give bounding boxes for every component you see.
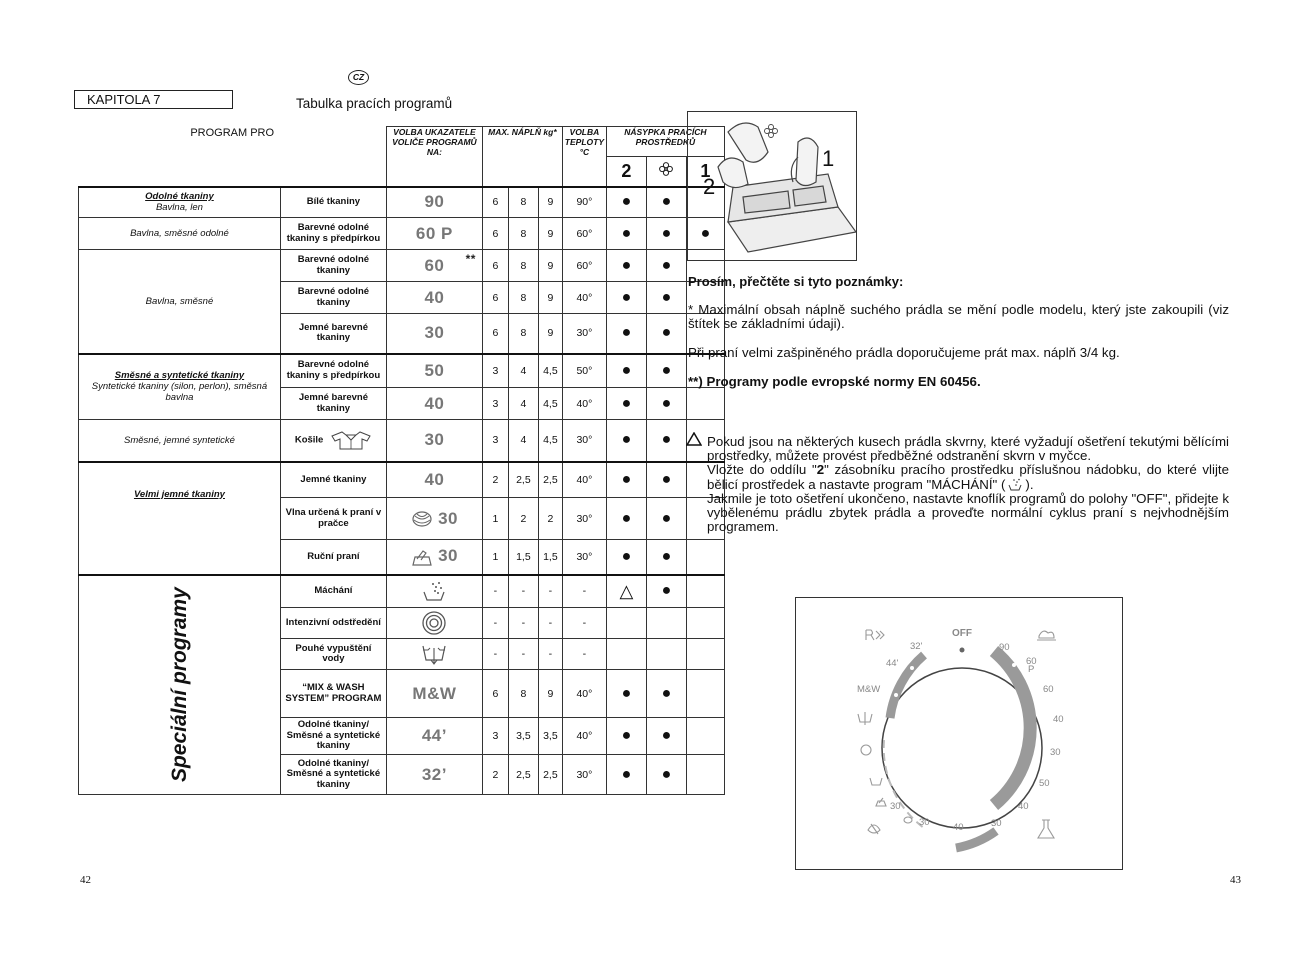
load-value: 8 [508,314,538,354]
dial-label: 32' [910,641,923,652]
compartment-2-mark: ● [606,187,646,218]
selector-value: 40 [386,462,482,498]
selector-value: 44’ [386,718,482,755]
selector-value: 90 [386,187,482,218]
load-value: 2,5 [538,462,562,498]
program-name [280,420,386,462]
temp-value: 30° [562,498,606,540]
program-name: Ruční praní [280,540,386,575]
temp-value: 40° [562,282,606,314]
temp-value: 60° [562,250,606,282]
compartment-flower-mark: ● [646,282,686,314]
compartment-2-mark: △ [606,575,646,608]
load-value: 2 [538,498,562,540]
load-value: - [508,639,538,670]
temp-value: - [562,639,606,670]
dial-label: 60 [1026,656,1037,667]
temp-value: 30° [562,755,606,795]
load-value: 4,5 [538,420,562,462]
load-value: - [482,608,508,639]
selector-value [386,540,482,575]
load-value: - [482,575,508,608]
spin-icon [421,610,447,636]
rinse-icon [1007,478,1023,491]
dial-label: 30 [919,817,930,828]
load-value: 1 [482,498,508,540]
compartment-1-mark [686,755,724,795]
load-value: - [508,608,538,639]
program-name: Barevné odolné tkaniny [280,250,386,282]
compartment-flower-mark: ● [646,314,686,354]
temp-value: 50° [562,354,606,388]
group-odolne [79,187,281,218]
group-bavlna-smesne: Bavlna, směsné [79,250,281,354]
program-name: Jemné barevné tkaniny [280,388,386,420]
rinse-icon [870,778,882,785]
load-value: 2 [508,498,538,540]
program-name: “MIX & WASH SYSTEM” PROGRAM [280,670,386,718]
load-value: 4 [508,420,538,462]
load-value: 9 [538,218,562,250]
compartment-number: 2 [816,462,825,478]
temp-value: 30° [562,420,606,462]
detergent-dispenser-figure [687,111,857,261]
selector-value [386,498,482,540]
compartment-flower-mark: ● [646,462,686,498]
compartment-2-mark: ● [606,250,646,282]
group-title: Odolné tkaniny [145,190,214,202]
load-value: 2 [482,755,508,795]
selector-value [386,639,482,670]
program-name: Jemné tkaniny [280,462,386,498]
selector-value [386,608,482,639]
dispenser-label-2: 2 [703,174,716,199]
load-value: 2 [482,462,508,498]
load-value: 6 [482,250,508,282]
temp-value: - [562,608,606,639]
compartment-2-mark: ● [606,462,646,498]
compartment-1-mark [686,670,724,718]
triangle-warning-icon [686,432,702,449]
stain-paragraph-1: Pokud jsou na některých kusech prádla skvrny, které vyžadují ošetření tekutými bělícími prostředky, můžete provést předběžné odstranění skvrn v myčce. [707,434,1229,464]
load-value: 3,5 [538,718,562,755]
load-value: - [538,575,562,608]
selector-value: 30 [386,314,482,354]
compartment-2-mark [606,639,646,670]
load-value: 6 [482,670,508,718]
program-dial [796,598,1122,869]
load-value: 2,5 [508,755,538,795]
header-temp: VOLBA TEPLOTY °C [562,127,606,187]
note-max-load: * Maximální obsah náplně suchého prádla se mění podle modelu, který jste zakoupili (viz štítek se základními údaji). [688,302,1229,332]
compartment-flower-mark: ● [646,187,686,218]
compartment-flower-mark: ● [646,540,686,575]
chapter-title: KAPITOLA 7 [74,90,233,109]
program-name: Odolné tkaniny/ Směsné a syntetické tkaniny [280,718,386,755]
compartment-flower-mark: ● [646,575,686,608]
group-specialni [79,575,281,795]
temp-value: 40° [562,388,606,420]
program-table [78,126,725,795]
load-value: 6 [482,218,508,250]
dial-label: 30 [991,818,1002,829]
compartment-2-mark: ● [606,354,646,388]
load-value: 2,5 [538,755,562,795]
selector-value: 30 [386,420,482,462]
dial-label: 40 [1053,714,1064,725]
temp-value: 30° [562,314,606,354]
notes-title: Prosím, přečtěte si tyto poznámky: [688,274,904,289]
compartment-1-mark [686,540,724,575]
load-value: 8 [508,282,538,314]
compartment-2-mark: ● [606,388,646,420]
dial-label: 60 [1043,684,1054,695]
note-en-norm: **) Programy podle evropské normy EN 60456. [688,374,981,389]
country-badge: CZ [348,70,369,85]
selector-number: 30 [438,508,458,528]
header-compartment-1: 1 [686,157,724,187]
page-number-right: 43 [1230,874,1241,886]
compartment-1-mark [686,575,724,608]
selector-value: 32’ [386,755,482,795]
load-value: - [508,575,538,608]
flower-icon [658,161,674,177]
compartment-flower-mark: ● [646,420,686,462]
selector-value: 40 [386,388,482,420]
program-name: Máchání [280,575,386,608]
group-title: Velmi jemné tkaniny [133,488,225,500]
dispenser-label-1: 1 [822,146,835,171]
wool-icon [904,817,912,823]
load-value: 8 [508,187,538,218]
hand-wash-icon [411,547,433,567]
group-subtitle: Bavlna, len [155,202,203,214]
shirt-icon [330,430,372,450]
compartment-1-mark: ● [686,218,724,250]
dial-label: 44' [886,658,899,669]
compartment-flower-mark: ● [646,670,686,718]
load-value: 6 [482,282,508,314]
cotton-icon [1037,631,1056,640]
load-value: 9 [538,670,562,718]
load-value: - [482,639,508,670]
drain-icon [420,642,448,666]
load-value: 6 [482,187,508,218]
compartment-flower-mark: ● [646,755,686,795]
load-value: 9 [538,187,562,218]
selector-value: 40 [386,282,482,314]
norm-mark: ** [465,252,476,266]
dial-off-label: OFF [952,628,972,639]
compartment-2-mark: ● [606,755,646,795]
stain-text: ). [1025,476,1034,492]
program-name: Odolné tkaniny/ Směsné a syntetické tkaniny [280,755,386,795]
dial-label: 30 [890,801,901,812]
program-name: Jemné barevné tkaniny [280,314,386,354]
temp-value: 30° [562,540,606,575]
selector-value: 50 [386,354,482,388]
selector-number: 60 [424,255,445,275]
program-name: Intenzivní odstředění [280,608,386,639]
compartment-1-mark [686,608,724,639]
dial-label: 90 [999,642,1010,653]
load-value: 8 [508,670,538,718]
load-value: 3,5 [508,718,538,755]
program-dial-figure [795,597,1123,870]
temp-value: 40° [562,718,606,755]
load-value: 1,5 [538,540,562,575]
load-value: 4 [508,388,538,420]
load-value: 9 [538,282,562,314]
stain-text: " zásobníku pracího prostředku příslušnou nádobku, do které vlijte bělicí prostředek a nastavte program "MÁCHÁNÍ" ( [707,462,1230,492]
compartment-2-mark: ● [606,218,646,250]
header-load: MAX. NÁPLŇ kg* [482,127,562,187]
table-title: Tabulka pracích programů [296,96,453,111]
silk-icon [868,824,880,834]
load-value: 8 [508,218,538,250]
compartment-flower-mark: ● [646,388,686,420]
selector-value: M&W [386,670,482,718]
compartment-flower-mark: ● [646,250,686,282]
page-number-left: 42 [80,874,91,886]
load-value: 8 [508,250,538,282]
note-stain-treatment [707,435,1229,535]
compartment-1-mark [686,718,724,755]
dial-label: 30 [1050,747,1061,758]
load-value: 6 [482,314,508,354]
selector-value: 60 P [386,218,482,250]
load-value: 3 [482,718,508,755]
compartment-flower-mark: ● [646,218,686,250]
load-value: 1 [482,540,508,575]
compartment-1-mark [686,388,724,420]
compartment-flower-mark: ● [646,718,686,755]
load-value: 3 [482,420,508,462]
stain-paragraph-2 [707,463,1229,491]
stain-paragraph-3: Jakmile je toto ošetření ukončeno, nastavte knoflík programů do polohy "OFF", přidejte k vybělenému prádlu zbytek prádla a proveďte normální cyklus praní s nejvhodnějším programem. [707,490,1229,535]
selector-value [386,575,482,608]
drain-icon [858,712,872,725]
program-name: Barevné odolné tkaniny s předpírkou [280,218,386,250]
compartment-2-mark: ● [606,314,646,354]
load-value: 2,5 [508,462,538,498]
hand-wash-icon [876,798,886,806]
spin-icon [861,745,871,755]
temp-value: 60° [562,218,606,250]
program-name: Bílé tkaniny [280,187,386,218]
load-value: 1,5 [508,540,538,575]
compartment-2-mark: ● [606,420,646,462]
dial-label: M&W [857,684,881,695]
header-compartment-2: 2 [606,157,646,187]
program-name: Pouhé vypuštění vody [280,639,386,670]
program-label: Košile [294,434,324,446]
load-value: 9 [538,314,562,354]
header-program: PROGRAM PRO [190,126,275,139]
dial-label: P [1028,664,1035,675]
compartment-2-mark: ● [606,498,646,540]
dial-label: 40 [1018,801,1029,812]
special-programs-label: Speciální programy [167,587,191,783]
compartment-flower-mark [646,639,686,670]
load-value: - [538,639,562,670]
stain-text: Vložte do oddílu " [707,462,817,478]
load-value: 3 [482,354,508,388]
rinse-icon [421,580,447,602]
note-dirty-laundry: Při praní velmi zašpiněného prádla doporučujeme prát max. náplň 3/4 kg. [688,345,1120,360]
program-name: Barevné odolné tkaniny [280,282,386,314]
compartment-2-mark: ● [606,282,646,314]
group-smesne-synteticke [79,354,281,420]
compartment-2-mark: ● [606,670,646,718]
header-detergent: NÁSYPKA PRACÍCH PROSTŘEDKŮ [606,127,724,157]
load-value: 9 [538,250,562,282]
header-compartment-flower [646,157,686,187]
compartment-flower-mark: ● [646,498,686,540]
temp-value: 40° [562,462,606,498]
selector-number: 30 [438,546,458,566]
program-name: Barevné odolné tkaniny s předpírkou [280,354,386,388]
group-bavlna-smesne-odolne: Bavlna, směsné odolné [79,218,281,250]
load-value: 4,5 [538,388,562,420]
group-subtitle: Syntetické tkaniny (silon, perlon), směsná bavlna [91,381,268,404]
compartment-flower-mark: ● [646,354,686,388]
temp-value: - [562,575,606,608]
compartment-2-mark: ● [606,718,646,755]
group-smesne-jemne: Směsné, jemné syntetické [79,420,281,462]
compartment-1-mark [686,639,724,670]
compartment-flower-mark [646,608,686,639]
load-value: - [538,608,562,639]
wool-icon [411,510,433,528]
dial-label: 40 [953,822,964,833]
load-value: 3 [482,388,508,420]
temp-value: 40° [562,670,606,718]
load-value: 4,5 [538,354,562,388]
dial-label: 50 [1039,778,1050,789]
header-selector: VOLBA UKAZATELE VOLIČE PROGRAMŮ NA: [386,127,482,187]
temp-value: 90° [562,187,606,218]
group-title: Směsné a syntetické tkaniny [114,369,245,381]
load-value: 4 [508,354,538,388]
selector-value [386,250,482,282]
delicate-icon [1038,820,1054,838]
compartment-2-mark: ● [606,540,646,575]
fast-wash-icon [866,630,884,640]
program-name: Vlna určená k praní v pračce [280,498,386,540]
compartment-2-mark [606,608,646,639]
group-velmi-jemne [79,462,281,575]
